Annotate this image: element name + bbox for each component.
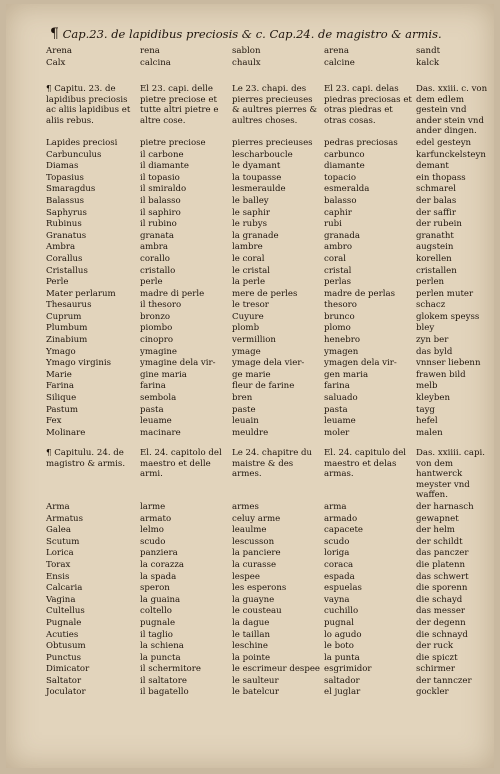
chapter-heading-row [44,448,496,502]
vocab-cell: thesoro [324,300,357,311]
vocab-row [44,514,496,526]
vocab-cell: arena [324,46,349,56]
vocab-cell: Corallus [46,253,83,264]
vocab-cell: rubi [324,219,342,230]
vocab-row [44,161,496,173]
vocab-cell: la granade [232,230,279,241]
vocab-cell: carbunco [324,149,365,160]
vocab-cell: Thesaurus [46,300,92,311]
vocab-row [44,560,496,572]
vocab-cell: la perle [232,277,266,288]
vocab-cell: espuelas [324,583,362,594]
vocab-cell: la panciere [232,548,281,559]
vocab-cell: Punctus [46,652,82,663]
vocab-cell: pugnale [140,617,176,628]
vocab-row [44,676,496,688]
vocab-cell: sablon [232,46,261,56]
vocab-cell: Dimicator [46,664,90,675]
vocab-cell: Ymago virginis [46,358,112,369]
vocab-cell: leuame [140,416,172,427]
vocab-cell: fleur de farine [232,381,295,392]
pilcrow-mark: ¶ [50,26,59,42]
vocab-cell: la spada [140,571,177,582]
chapter-heading-cell: El. 24. capitolo del maestro et delle armi. [140,448,222,480]
vocab-cell: Pastum [46,404,79,415]
vocab-cell: leuain [232,416,259,427]
vocab-row [44,138,496,150]
vocab-cell: gen maria [324,369,369,380]
vocab-cell: sandt [416,46,441,56]
vocab-cell: lescusson [232,536,275,547]
vocab-cell: armado [324,513,358,524]
vocab-cell: lo agudo [324,629,362,640]
vocab-cell: ymagen [324,346,359,357]
vocab-cell: granada [324,230,361,241]
vocab-cell: Cuyure [232,311,264,322]
vocab-cell: meuldre [232,427,269,438]
vocab-row [44,653,496,665]
vocab-cell: Calcaria [46,583,83,594]
vocab-cell: bronzo [140,311,171,322]
vocab-cell: ymagine dela vir- [140,358,216,369]
vocab-row [44,687,496,699]
running-header [50,26,480,42]
vocab-cell: il taglio [140,629,173,640]
vocab-cell: Obtusum [46,641,86,652]
vocab-cell: scudo [324,536,350,547]
vocab-cell: der harnasch [416,501,474,512]
vocab-cell: leschine [232,641,268,652]
vocab-row [44,347,496,359]
vocab-cell: Granatus [46,230,87,241]
vocab-table-materials [44,46,496,69]
chapter-heading-cell: ¶ Capitulu. 24. de magistro & armis. [46,448,126,469]
vocab-cell: le tresor [232,300,269,311]
vocab-cell: le balley [232,195,269,206]
vocab-cell: la guaina [140,594,181,605]
vocab-row [44,537,496,549]
vocab-cell: balasso [324,195,357,206]
vocab-row [44,46,496,58]
vocab-cell: topacio [324,172,356,183]
vocab-cell: frawen bild [416,369,466,380]
vocab-cell: le batelcur [232,687,279,698]
vocab-row [44,312,496,324]
vocab-cell: caphir [324,207,352,218]
vocab-cell: le boto [324,641,354,652]
vocab-cell: Ymago [46,346,76,357]
vocab-cell: Mater perlarum [46,288,116,299]
vocab-cell: madre de perlas [324,288,395,299]
vocab-row [44,393,496,405]
vocab-cell: diamante [324,161,365,172]
vocab-cell: lescharboucle [232,149,293,160]
vocab-row [44,502,496,514]
vocab-cell: Scutum [46,536,80,547]
vocab-row [44,219,496,231]
vocab-cell: schirmer [416,664,455,675]
vocab-cell: corallo [140,253,170,264]
vocab-cell: il rubino [140,219,177,230]
vocab-row [44,335,496,347]
vocab-cell: sembola [140,393,177,404]
vocab-cell: augstein [416,242,454,253]
vocab-cell: Molinare [46,427,86,438]
vocab-cell: saluado [324,393,358,404]
chapter-heading-row [44,84,496,138]
vocab-cell: Cultellus [46,606,85,617]
vocab-cell: die schayd [416,594,463,605]
vocab-cell: ambro [324,242,353,253]
vocab-cell: plomb [232,323,260,334]
vocab-cell: bren [232,393,253,404]
vocab-cell: Zinabium [46,335,88,346]
vocab-row [44,618,496,630]
vocab-cell: leaulme [232,525,267,536]
vocab-cell: der ruck [416,641,454,652]
vocab-table-chapter-24 [44,448,496,699]
vocab-cell: la pointe [232,652,271,663]
vocab-cell: la punta [324,652,360,663]
vocab-cell: glokem speyss [416,311,480,322]
vocab-cell: der rubein [416,219,462,230]
vocab-cell: piombo [140,323,173,334]
chapter-heading-cell: El. 24. capitulo del maestro et delas armas. [324,448,407,480]
vocab-cell: la curasse [232,559,277,570]
vocab-cell: das byld [416,346,453,357]
vocab-row [44,583,496,595]
vocab-cell: granatht [416,230,454,241]
vocab-cell: il bagatello [140,687,189,698]
vocab-cell: Lapides preciosi [46,137,118,148]
vocab-cell: paste [232,404,256,415]
vocab-cell: Diamas [46,161,79,172]
vocab-cell: ymagine [140,346,177,357]
vocab-cell: Balassus [46,195,85,206]
vocab-cell: gockler [416,687,449,698]
vocab-row [44,196,496,208]
vocab-cell: lambre [232,242,263,253]
vocab-cell: karfunckelsteyn [416,149,486,160]
vocab-cell: cristallen [416,265,457,276]
vocab-cell: ymagen dela vir- [324,358,397,369]
vocab-cell: ge marie [232,369,271,380]
vocab-cell: zyn ber [416,335,449,346]
vocab-cell: vermillion [232,335,276,346]
vocab-cell: pierres precieuses [232,137,313,148]
vocab-cell: Vagina [46,594,76,605]
vocab-cell: capacete [324,525,363,536]
vocab-cell: esgrimidor [324,664,372,675]
vocab-cell: Rubinus [46,219,82,230]
vocab-cell: Lorica [46,548,74,559]
vocab-cell: melb [416,381,438,392]
vocab-cell: lespee [232,571,260,582]
vocab-cell: pasta [324,404,348,415]
vocab-cell: Galea [46,525,71,536]
vocab-cell: Smaragdus [46,184,96,195]
vocab-cell: le saphir [232,207,270,218]
vocab-cell: il smiraldo [140,184,187,195]
vocab-cell: il thesoro [140,300,182,311]
vocab-row [44,58,496,70]
vocab-cell: arma [324,501,347,512]
vocab-cell: il carbone [140,149,184,160]
chapter-heading-cell: Das. xxiii. c. von dem edlem gestein vnd ander stein vnd ander dingen. [416,84,488,137]
vocab-cell: coral [324,253,346,264]
chapter-heading-cell: El 23. capi. delas piedras preciosas et otras piedras et otras cosas. [324,84,412,126]
vocab-cell: farina [324,381,350,392]
vocab-cell: die sporenn [416,583,468,594]
vocab-cell: Joculator [46,687,86,698]
vocab-cell: pietre preciose [140,137,206,148]
vocab-cell: Cristallus [46,265,88,276]
vocab-row [44,173,496,185]
vocab-cell: cuchillo [324,606,359,617]
vocab-cell: chaulx [232,57,261,68]
vocab-cell: saltador [324,675,360,686]
vocab-row [44,370,496,382]
vocab-cell: Torax [46,559,71,570]
vocab-cell: le saulteur [232,675,279,686]
vocab-cell: la corazza [140,559,185,570]
vocab-row [44,266,496,278]
vocab-row [44,606,496,618]
vocab-cell: coraca [324,559,354,570]
vocab-cell: madre di perle [140,288,205,299]
vocab-row [44,416,496,428]
vocab-row [44,277,496,289]
vocab-cell: Carbunculus [46,149,102,160]
vocab-cell: Acuties [46,629,79,640]
vocab-cell: panziera [140,548,178,559]
vocab-cell: vayna [324,594,350,605]
vocab-cell: la guayne [232,594,275,605]
vocab-row [44,254,496,266]
vocab-cell: la puncta [140,652,181,663]
vocab-cell: hefel [416,416,438,427]
vocab-cell: la toupasse [232,172,282,183]
vocab-cell: malen [416,427,443,438]
vocab-cell: Armatus [46,513,83,524]
vocab-cell: ambra [140,242,169,253]
vocab-row [44,242,496,254]
vocab-cell: Farina [46,381,75,392]
vocab-cell: moler [324,427,350,438]
vocab-cell: lelmo [140,525,164,536]
vocab-cell: le coral [232,253,265,264]
vocab-cell: cinopro [140,335,174,346]
vocab-row [44,630,496,642]
vocab-row [44,231,496,243]
vocab-cell: le escrimeur despee [232,664,321,675]
vocab-cell: das schwert [416,571,469,582]
vocab-cell: cristal [324,265,352,276]
vocab-cell: Arma [46,501,70,512]
vocab-row [44,289,496,301]
chapter-heading-cell: Le 24. chapitre du maistre & des armes. [232,448,313,480]
vocab-cell: armato [140,513,172,524]
vocab-cell: das panczer [416,548,469,559]
vocab-cell: loriga [324,548,350,559]
vocab-cell: macinare [140,427,181,438]
vocab-cell: pedras preciosas [324,137,398,148]
vocab-cell: plomo [324,323,351,334]
vocab-cell: die spiczt [416,652,458,663]
vocab-cell: gewapnet [416,513,459,524]
vocab-cell: kleyben [416,393,451,404]
vocab-cell: Silique [46,393,77,404]
vocab-cell: der saffir [416,207,456,218]
vocab-cell: le rubys [232,219,267,230]
chapter-heading-cell: Das. xxiiii. capi. von dem hantwerck meyster vnd waffen. [416,448,485,501]
vocab-cell: Perle [46,277,69,288]
vocab-cell: le dyamant [232,161,281,172]
vocab-row [44,150,496,162]
vocab-cell: Arena [46,46,73,56]
vocab-cell: ein thopass [416,172,466,183]
vocab-cell: der helm [416,525,455,536]
vocab-row [44,548,496,560]
vocab-cell: perle [140,277,163,288]
vocab-cell: il balasso [140,195,181,206]
vocab-cell: pugnal [324,617,354,628]
vocab-row [44,358,496,370]
header-text: Cap.23. de lapidibus preciosis & c. Cap.24. de magistro & armis. [62,27,442,41]
vocab-cell: coltello [140,606,172,617]
vocab-cell: speron [140,583,170,594]
vocab-cell: vnnser liebenn [416,358,481,369]
vocab-cell: rena [140,46,160,56]
vocab-row [44,184,496,196]
vocab-cell: der schildt [416,536,463,547]
vocab-cell: bley [416,323,435,334]
vocab-cell: esmeralda [324,184,370,195]
vocab-cell: granata [140,230,174,241]
vocab-cell: Ensis [46,571,70,582]
vocab-cell: les esperons [232,583,287,594]
vocab-cell: mere de perles [232,288,298,299]
vocab-cell: demant [416,161,449,172]
vocab-cell: el juglar [324,687,361,698]
vocab-cell: Ambra [46,242,76,253]
vocab-cell: korellen [416,253,452,264]
vocab-cell: die platenn [416,559,466,570]
vocab-cell: der balas [416,195,457,206]
vocab-cell: le cristal [232,265,270,276]
vocab-cell: ymage dela vier- [232,358,305,369]
vocab-row [44,381,496,393]
vocab-row [44,664,496,676]
vocab-cell: ymage [232,346,261,357]
vocab-cell: perlen muter [416,288,474,299]
vocab-row [44,300,496,312]
vocab-row [44,208,496,220]
vocab-cell: leuame [324,416,356,427]
vocab-cell: il topasio [140,172,180,183]
vocab-table-chapter-23 [44,84,496,439]
vocab-cell: Marie [46,369,72,380]
vocab-cell: farina [140,381,166,392]
vocab-cell: schacz [416,300,446,311]
vocab-cell: edel gesteyn [416,137,472,148]
vocab-row [44,405,496,417]
vocab-row [44,525,496,537]
chapter-heading-cell: ¶ Capitu. 23. de lapidibus preciosis ac aliis lapidibus et aliis rebus. [46,84,131,126]
vocab-cell: perlas [324,277,351,288]
vocab-row [44,428,496,440]
vocab-cell: Calx [46,57,66,68]
vocab-cell: Cuprum [46,311,82,322]
vocab-cell: schmarel [416,184,456,195]
vocab-row [44,572,496,584]
vocab-row [44,595,496,607]
chapter-heading-cell: El 23. capi. delle pietre preciose et tutte altri pietre e altre cose. [140,84,219,126]
vocab-cell: la dague [232,617,270,628]
vocab-cell: il schermitore [140,664,201,675]
vocab-cell: le cousteau [232,606,282,617]
vocab-cell: gine maria [140,369,187,380]
vocab-cell: lesmeraulde [232,184,286,195]
vocab-cell: die schnayd [416,629,468,640]
vocab-row [44,641,496,653]
vocab-cell: cristallo [140,265,176,276]
vocab-cell: Pugnale [46,617,82,628]
vocab-cell: henebro [324,335,361,346]
vocab-cell: il saltatore [140,675,187,686]
vocab-cell: calcine [324,57,355,68]
vocab-cell: pasta [140,404,164,415]
vocab-cell: der degenn [416,617,466,628]
vocab-cell: Fex [46,416,62,427]
vocab-cell: kalck [416,57,440,68]
vocab-cell: der tannczer [416,675,472,686]
vocab-cell: espada [324,571,355,582]
vocab-cell: le taillan [232,629,271,640]
vocab-cell: il saphiro [140,207,181,218]
vocab-row [44,323,496,335]
vocab-cell: Saphyrus [46,207,87,218]
vocab-cell: Plumbum [46,323,88,334]
vocab-cell: scudo [140,536,166,547]
chapter-heading-cell: Le 23. chapi. des pierres precieuses & aultres pierres & aultres choses. [232,84,318,126]
vocab-cell: la schiena [140,641,184,652]
vocab-cell: calcina [140,57,171,68]
vocab-cell: Topasius [46,172,84,183]
vocab-cell: il diamante [140,161,189,172]
vocab-cell: brunco [324,311,355,322]
vocab-cell: das messer [416,606,466,617]
vocab-cell: celuy arme [232,513,281,524]
vocab-cell: perlen [416,277,445,288]
vocab-cell: tayg [416,404,435,415]
vocab-cell: armes [232,501,259,512]
vocab-cell: Saltator [46,675,82,686]
vocab-cell: larme [140,501,166,512]
